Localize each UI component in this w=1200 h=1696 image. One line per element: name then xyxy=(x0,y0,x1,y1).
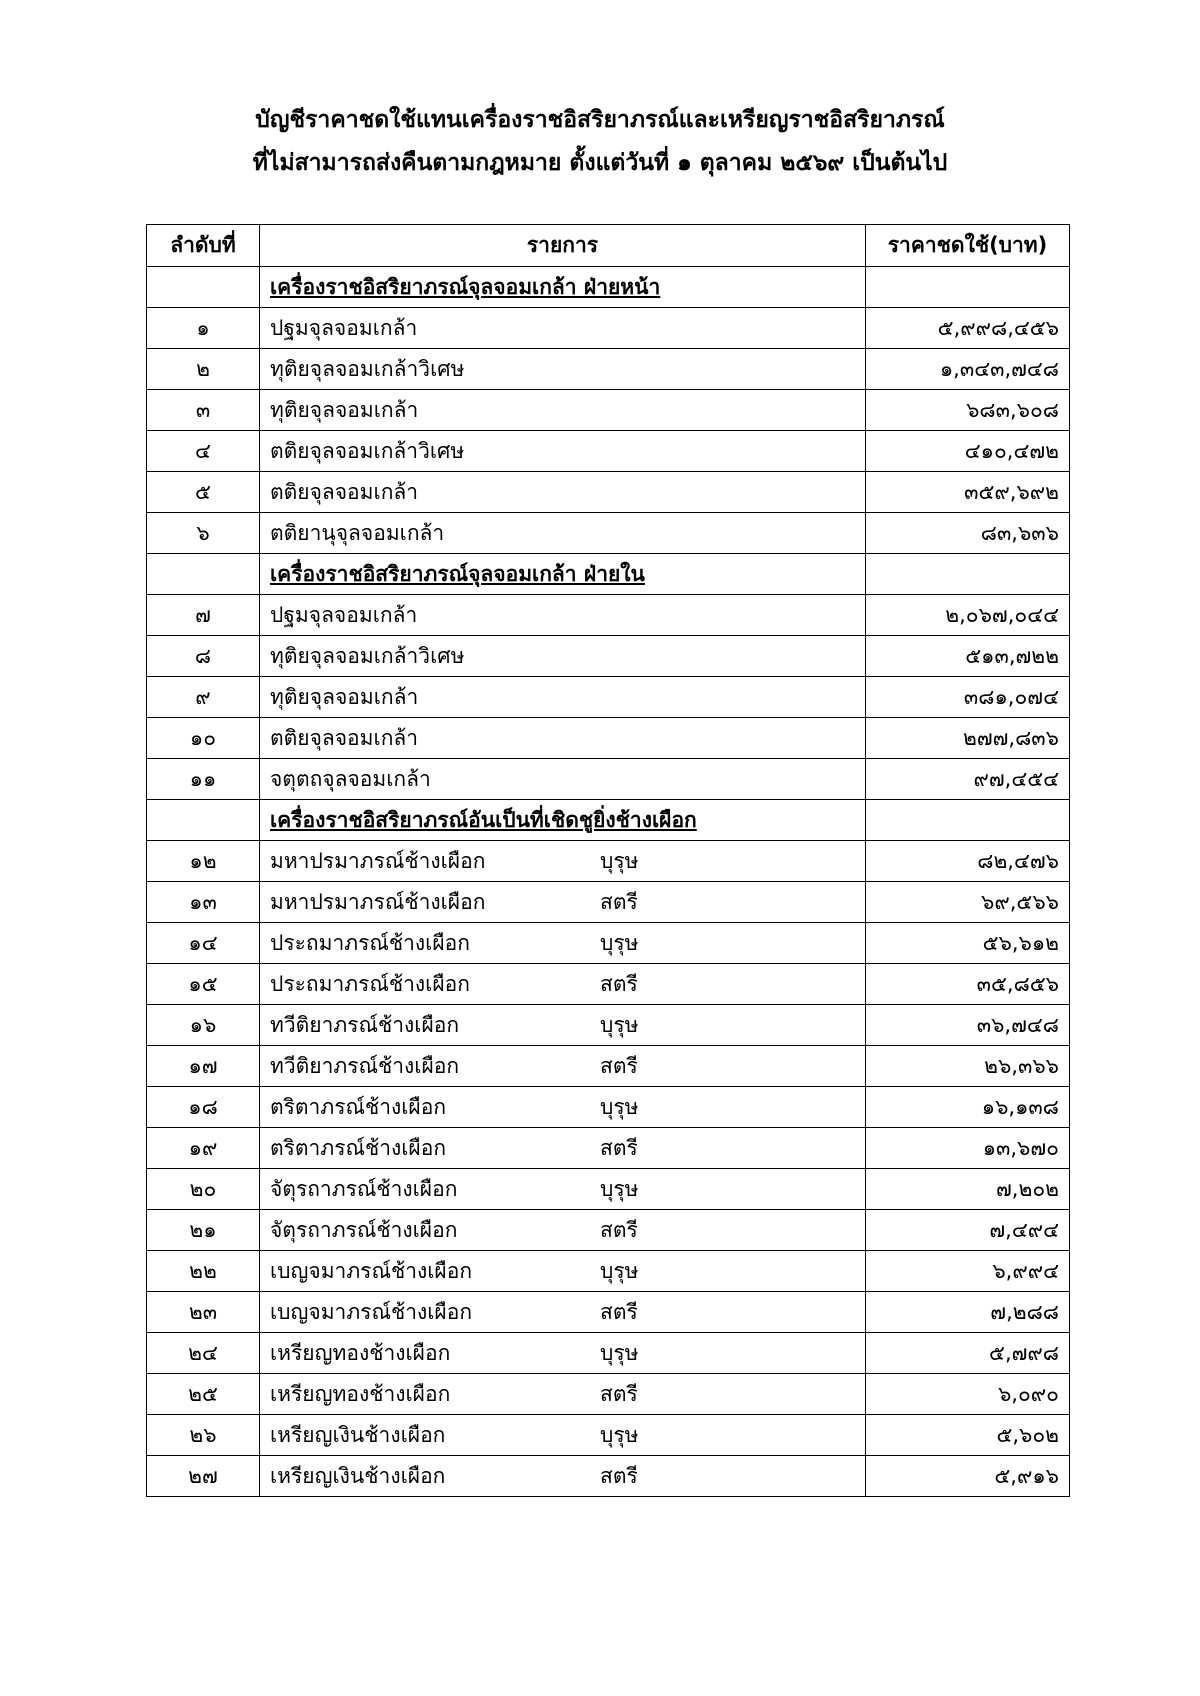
item-name: จัตุรถาภรณ์ช้างเผือก xyxy=(270,1176,458,1201)
section-heading-empty-cell xyxy=(147,267,260,308)
row-price: ๒,๐๖๗,๐๔๔ xyxy=(866,595,1070,636)
row-price: ๕,๗๙๘ xyxy=(866,1333,1070,1374)
section-heading: เครื่องราชอิสริยาภรณ์จุลจอมเกล้า ฝ่ายหน้า xyxy=(260,267,866,308)
row-number: ๗ xyxy=(147,595,260,636)
row-item-cell xyxy=(260,349,866,390)
table-row xyxy=(147,1374,1070,1415)
row-item-cell xyxy=(260,1292,866,1333)
row-item-cell xyxy=(260,472,866,513)
row-number: ๒๕ xyxy=(147,1374,260,1415)
item-name: ตติยจุลจอมเกล้า xyxy=(270,725,419,750)
row-number: ๒๑ xyxy=(147,1210,260,1251)
row-number: ๒๖ xyxy=(147,1415,260,1456)
row-number: ๒๐ xyxy=(147,1169,260,1210)
row-number: ๑ xyxy=(147,308,260,349)
item-name: ประถมาภรณ์ช้างเผือก xyxy=(270,971,470,996)
table-row xyxy=(147,390,1070,431)
row-price: ๑๖,๑๓๘ xyxy=(866,1087,1070,1128)
item-name: จตุตถจุลจอมเกล้า xyxy=(270,766,431,791)
row-item-cell xyxy=(260,1046,866,1087)
row-item-cell xyxy=(260,964,866,1005)
row-item-cell xyxy=(260,1333,866,1374)
row-item-cell xyxy=(260,1128,866,1169)
table-row xyxy=(147,472,1070,513)
item-name: ทวีติยาภรณ์ช้างเผือก xyxy=(270,1012,460,1037)
row-number: ๔ xyxy=(147,431,260,472)
table-row xyxy=(147,1169,1070,1210)
row-number: ๑๒ xyxy=(147,841,260,882)
item-name: ปฐมจุลจอมเกล้า xyxy=(270,315,418,340)
table-row xyxy=(147,431,1070,472)
row-number: ๑๖ xyxy=(147,1005,260,1046)
row-item-cell xyxy=(260,677,866,718)
item-name: ตริตาภรณ์ช้างเผือก xyxy=(270,1135,447,1160)
item-gender: สตรี xyxy=(600,971,638,996)
table-row xyxy=(147,841,1070,882)
header-no: ลำดับที่ xyxy=(147,225,260,267)
table-row xyxy=(147,1415,1070,1456)
header-row xyxy=(147,225,1070,267)
table-body xyxy=(147,267,1070,1497)
row-price: ๗,๒๘๘ xyxy=(866,1292,1070,1333)
section-heading-row xyxy=(147,267,1070,308)
row-price: ๙๗,๔๕๔ xyxy=(866,759,1070,800)
item-name: ตริตาภรณ์ช้างเผือก xyxy=(270,1094,447,1119)
row-price: ๑๓,๖๗๐ xyxy=(866,1128,1070,1169)
row-price: ๗,๔๙๔ xyxy=(866,1210,1070,1251)
row-number: ๑๑ xyxy=(147,759,260,800)
item-name: ตติยจุลจอมเกล้า xyxy=(270,479,419,504)
row-price: ๑,๓๔๓,๗๔๘ xyxy=(866,349,1070,390)
row-number: ๒๒ xyxy=(147,1251,260,1292)
row-item-cell xyxy=(260,923,866,964)
item-name: เบญจมาภรณ์ช้างเผือก xyxy=(270,1258,473,1283)
item-name: เบญจมาภรณ์ช้างเผือก xyxy=(270,1299,473,1324)
compensation-price-table xyxy=(146,224,1070,1497)
item-gender: สตรี xyxy=(600,1381,638,1406)
row-price: ๖,๙๙๔ xyxy=(866,1251,1070,1292)
table-row xyxy=(147,1333,1070,1374)
row-item-cell xyxy=(260,1251,866,1292)
row-item-cell xyxy=(260,1087,866,1128)
table-row xyxy=(147,513,1070,554)
row-item-cell xyxy=(260,841,866,882)
item-gender: บุรุษ xyxy=(600,1094,639,1119)
row-item-cell xyxy=(260,718,866,759)
row-number: ๑๙ xyxy=(147,1128,260,1169)
row-item-cell xyxy=(260,1210,866,1251)
section-heading: เครื่องราชอิสริยาภรณ์จุลจอมเกล้า ฝ่ายใน xyxy=(260,554,866,595)
item-name: ทุติยจุลจอมเกล้าวิเศษ xyxy=(270,643,465,668)
table-row xyxy=(147,964,1070,1005)
table-row xyxy=(147,677,1070,718)
row-price: ๖๘๓,๖๐๘ xyxy=(866,390,1070,431)
item-gender: บุรุษ xyxy=(600,930,639,955)
item-name: มหาปรมาภรณ์ช้างเผือก xyxy=(270,848,486,873)
header-item: รายการ xyxy=(260,225,866,267)
row-price: ๕,๙๙๘,๔๕๖ xyxy=(866,308,1070,349)
table-row xyxy=(147,595,1070,636)
item-name: ประถมาภรณ์ช้างเผือก xyxy=(270,930,470,955)
item-gender: สตรี xyxy=(600,1135,638,1160)
item-name: ปฐมจุลจอมเกล้า xyxy=(270,602,418,627)
table-row xyxy=(147,1087,1070,1128)
item-gender: บุรุษ xyxy=(600,1258,639,1283)
row-number: ๑๓ xyxy=(147,882,260,923)
table-row xyxy=(147,1128,1070,1169)
row-item-cell xyxy=(260,595,866,636)
row-price: ๓๘๑,๐๗๔ xyxy=(866,677,1070,718)
item-name: ทุติยจุลจอมเกล้า xyxy=(270,397,419,422)
row-price: ๖,๐๙๐ xyxy=(866,1374,1070,1415)
row-item-cell xyxy=(260,1169,866,1210)
section-heading-empty-cell xyxy=(866,554,1070,595)
table-header xyxy=(147,225,1070,267)
row-price: ๕๖,๖๑๒ xyxy=(866,923,1070,964)
item-name: ทวีติยาภรณ์ช้างเผือก xyxy=(270,1053,460,1078)
row-number: ๖ xyxy=(147,513,260,554)
item-gender: บุรุษ xyxy=(600,1340,639,1365)
item-name: มหาปรมาภรณ์ช้างเผือก xyxy=(270,889,486,914)
section-heading-empty-cell xyxy=(866,267,1070,308)
item-name: ทุติยจุลจอมเกล้าวิเศษ xyxy=(270,356,465,381)
item-name: ทุติยจุลจอมเกล้า xyxy=(270,684,419,709)
row-price: ๒๗๗,๘๓๖ xyxy=(866,718,1070,759)
table-row xyxy=(147,1046,1070,1087)
table-row xyxy=(147,308,1070,349)
row-item-cell xyxy=(260,431,866,472)
table-row xyxy=(147,349,1070,390)
table-row xyxy=(147,1210,1070,1251)
table-row xyxy=(147,1251,1070,1292)
table-row xyxy=(147,636,1070,677)
row-number: ๒๔ xyxy=(147,1333,260,1374)
row-price: ๓๖,๗๔๘ xyxy=(866,1005,1070,1046)
row-number: ๓ xyxy=(147,390,260,431)
section-heading-row xyxy=(147,554,1070,595)
row-number: ๑๕ xyxy=(147,964,260,1005)
row-item-cell xyxy=(260,759,866,800)
item-name: ตติยจุลจอมเกล้าวิเศษ xyxy=(270,438,465,463)
row-item-cell xyxy=(260,636,866,677)
item-gender: สตรี xyxy=(600,1463,638,1488)
row-number: ๑๗ xyxy=(147,1046,260,1087)
row-item-cell xyxy=(260,1374,866,1415)
row-item-cell xyxy=(260,513,866,554)
table-row xyxy=(147,882,1070,923)
row-price: ๖๙,๕๖๖ xyxy=(866,882,1070,923)
row-item-cell xyxy=(260,390,866,431)
section-heading-empty-cell xyxy=(866,800,1070,841)
row-price: ๘๒,๔๗๖ xyxy=(866,841,1070,882)
row-number: ๑๘ xyxy=(147,1087,260,1128)
row-number: ๒๓ xyxy=(147,1292,260,1333)
row-number: ๕ xyxy=(147,472,260,513)
section-heading-empty-cell xyxy=(147,554,260,595)
table-row xyxy=(147,1456,1070,1497)
item-name: เหรียญเงินช้างเผือก xyxy=(270,1422,446,1447)
row-price: ๘๓,๖๓๖ xyxy=(866,513,1070,554)
row-price: ๒๖,๓๖๖ xyxy=(866,1046,1070,1087)
row-item-cell xyxy=(260,882,866,923)
row-number: ๑๔ xyxy=(147,923,260,964)
row-item-cell xyxy=(260,1415,866,1456)
table-row xyxy=(147,718,1070,759)
item-gender: สตรี xyxy=(600,889,638,914)
item-name: เหรียญทองช้างเผือก xyxy=(270,1381,451,1406)
table-row xyxy=(147,1292,1070,1333)
row-price: ๓๕๙,๖๙๒ xyxy=(866,472,1070,513)
item-name: จัตุรถาภรณ์ช้างเผือก xyxy=(270,1217,458,1242)
item-gender: สตรี xyxy=(600,1217,638,1242)
item-gender: บุรุษ xyxy=(600,1176,639,1201)
row-item-cell xyxy=(260,308,866,349)
row-price: ๗,๒๐๒ xyxy=(866,1169,1070,1210)
row-number: ๙ xyxy=(147,677,260,718)
row-price: ๔๑๐,๔๗๒ xyxy=(866,431,1070,472)
item-name: ตติยานุจุลจอมเกล้า xyxy=(270,520,445,545)
item-gender: สตรี xyxy=(600,1299,638,1324)
table-row xyxy=(147,923,1070,964)
item-gender: บุรุษ xyxy=(600,1422,639,1447)
row-number: ๑๐ xyxy=(147,718,260,759)
item-gender: บุรุษ xyxy=(600,1012,639,1037)
section-heading: เครื่องราชอิสริยาภรณ์อันเป็นที่เชิดชูยิ่งช้างเผือก xyxy=(260,800,866,841)
header-price: ราคาชดใช้(บาท) xyxy=(866,225,1070,267)
row-number: ๘ xyxy=(147,636,260,677)
item-name: เหรียญเงินช้างเผือก xyxy=(270,1463,446,1488)
item-gender: สตรี xyxy=(600,1053,638,1078)
document-title-line-1: บัญชีราคาชดใช้แทนเครื่องราชอิสริยาภรณ์และเหรียญราชอิสริยาภรณ์ xyxy=(255,107,945,133)
document-title-line-2: ที่ไม่สามารถส่งคืนตามกฎหมาย ตั้งแต่วันที่ ๑ ตุลาคม ๒๕๖๙ เป็นต้นไป xyxy=(252,150,948,176)
section-heading-row xyxy=(147,800,1070,841)
row-number: ๒๗ xyxy=(147,1456,260,1497)
row-price: ๕๑๓,๗๒๒ xyxy=(866,636,1070,677)
row-item-cell xyxy=(260,1005,866,1046)
item-name: เหรียญทองช้างเผือก xyxy=(270,1340,451,1365)
table-row xyxy=(147,759,1070,800)
row-price: ๕,๖๐๒ xyxy=(866,1415,1070,1456)
row-price: ๓๕,๘๕๖ xyxy=(866,964,1070,1005)
row-price: ๕,๙๑๖ xyxy=(866,1456,1070,1497)
section-heading-empty-cell xyxy=(147,800,260,841)
item-gender: บุรุษ xyxy=(600,848,639,873)
row-number: ๒ xyxy=(147,349,260,390)
table-row xyxy=(147,1005,1070,1046)
row-item-cell xyxy=(260,1456,866,1497)
